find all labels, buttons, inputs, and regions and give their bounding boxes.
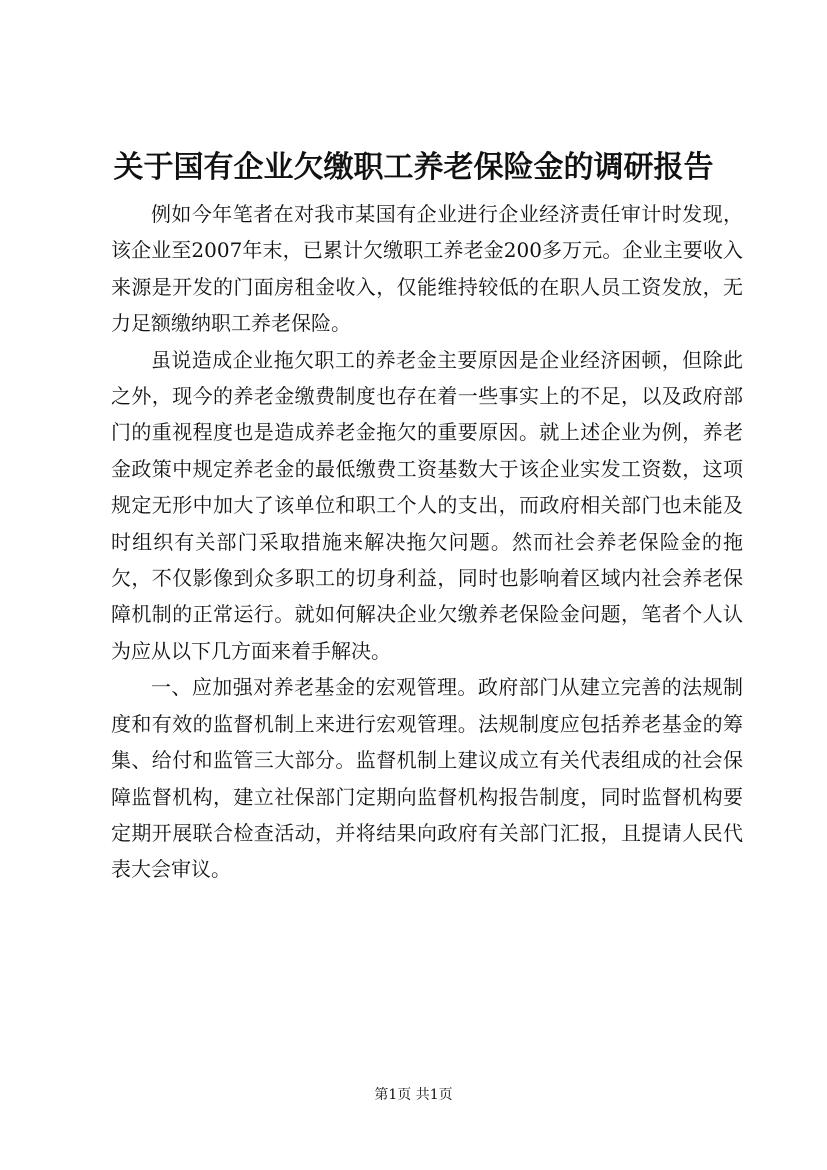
paragraph-2: 虽说造成企业拖欠职工的养老金主要原因是企业经济困顿，但除此之外，现今的养老金缴费制度也存在着一些事实上的不足，以及政府部门的重视程度也是造成养老金拖欠的重要原因。就上述企业为例，养老金政策中规定养老金的最低缴费工资基数大于该企业实发工资数，这项规定无形中加大了该单位和职工个人的支出，而政府相关部门也未能及时组织有关部门采取措施来解决拖欠问题。然而社会养老保险金的拖欠，不仅影像到众多职工的切身利益，同时也影响着区域内社会养老保障机制的正常运行。就如何解决企业欠缴养老保险金问题，笔者个人认为应从以下几方面来着手解决。 bbox=[111, 347, 743, 663]
paragraph-1: 例如今年笔者在对我市某国有企业进行企业经济责任审计时发现，该企业至2007年末，已累计欠缴职工养老金200多万元。企业主要收入来源是开发的门面房租金收入，仅能维持较低的在职人员工资发放，无力足额缴纳职工养老保险。 bbox=[111, 202, 743, 336]
page-footer bbox=[0, 1085, 827, 1105]
paragraph-3: 一、应加强对养老基金的宏观管理。政府部门从建立完善的法规制度和有效的监督机制上来进行宏观管理。法规制度应包括养老基金的筹集、给付和监管三大部分。监督机制上建议成立有关代表组成的社会保障监督机构，建立社保部门定期向监督机构报告制度，同时监督机构要定期开展联合检查活动，并将结果向政府有关部门汇报，且提请人民代表大会审议。 bbox=[111, 675, 743, 882]
document-body bbox=[111, 196, 743, 888]
document-title: 关于国有企业欠缴职工养老保险金的调研报告 bbox=[113, 150, 714, 185]
page-number-label: 第1页 共1页 bbox=[374, 1087, 453, 1103]
